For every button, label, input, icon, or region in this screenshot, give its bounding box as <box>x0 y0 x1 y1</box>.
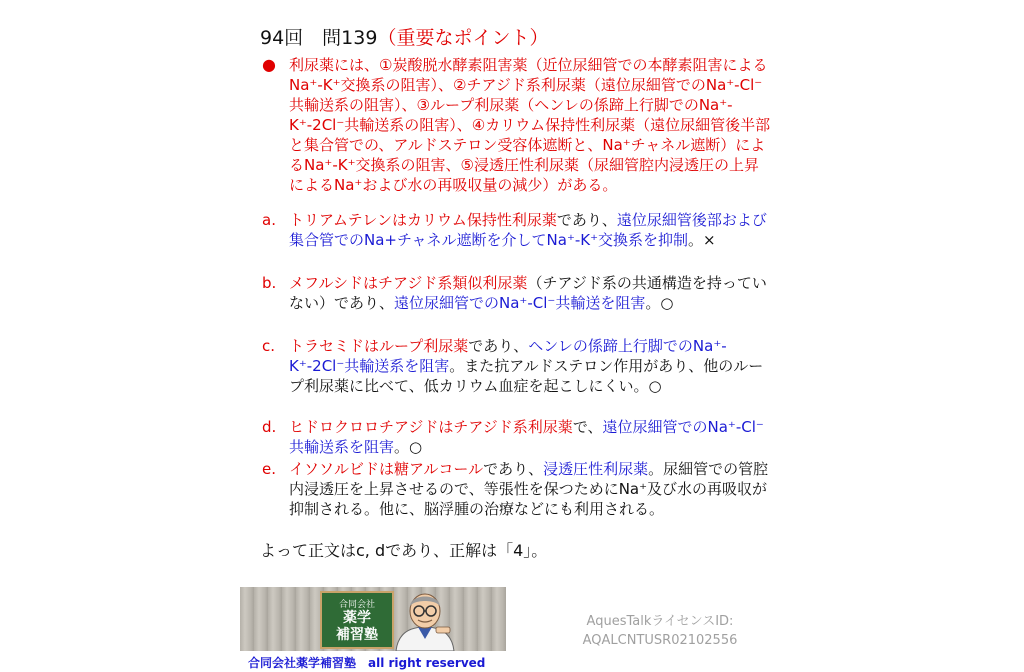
title-highlight: （重要なポイント） <box>377 27 549 49</box>
option-verdict: 。○ <box>645 294 674 312</box>
bullet-paragraph <box>262 55 772 195</box>
option-statement: イソソルビドは糖アルコール <box>289 460 484 478</box>
option-d <box>262 417 772 457</box>
option-explanation: ヘンレの係蹄上行脚でのNa⁺-K⁺-2Cl⁻共輸送系を阻害 <box>289 337 727 375</box>
board-name-line2: 補習塾 <box>336 627 378 643</box>
board-name-line1: 薬学 <box>343 610 371 626</box>
option-connector: （チアジド系の共通構造を持っていない）であり、 <box>289 274 767 312</box>
chalkboard <box>320 591 394 649</box>
option-connector: で、 <box>572 418 603 436</box>
bullet-text: 利尿薬には、①炭酸脱水酵素阻害薬（近位尿細管での本酵素阻害によるNa⁺-K⁺交換系の阻害）、②チアジド系利尿薬（遠位尿細管でのNa⁺-Cl⁻共輸送系の阻害）、③ループ利尿薬（ヘンレの係蹄上行脚でのNa⁺-K⁺-2Cl⁻共輸送系の阻害）、④カリウム保持性利尿薬（遠位尿細管後半部と集合管での、アルドステロン受容体遮断と、Na⁺チャネル遮断）によるNa⁺-K⁺交換系の阻害、⑤浸透圧性利尿薬（尿細管腔内浸透圧の上昇によるNa⁺および水の再吸収量の減少）がある。 <box>289 56 771 194</box>
option-explanation: 遠位尿細管でのNa⁺-Cl⁻共輸送を阻害 <box>394 294 646 312</box>
slide-title <box>260 23 548 50</box>
question-number: 94回 問139 <box>260 27 378 49</box>
option-verdict: 。また抗アルドステロン作用があり、他のループ利尿薬に比べて、低カリウム血症を起こしにくい。○ <box>289 357 764 395</box>
license-id: AQALCNTUSR02102556 <box>582 633 738 648</box>
license-label: AquesTalkライセンスID: <box>586 614 734 629</box>
company-logo <box>240 587 506 651</box>
option-statement: トラセミドはループ利尿薬 <box>289 337 469 355</box>
option-statement: トリアムテレンはカリウム保持性利尿薬 <box>289 211 557 229</box>
option-label: a. <box>262 211 276 229</box>
option-verdict: 。尿細管での管腔内浸透圧を上昇させるので、等張性を保つためにNa⁺及び水の再吸収が抑制される。他に、脳浮腫の治療などにも利用される。 <box>289 460 769 518</box>
conclusion-text: よって正文はc, dであり、正解は「4」。 <box>260 541 548 560</box>
license-info <box>560 612 760 650</box>
option-label: b. <box>262 274 277 292</box>
option-a <box>262 210 772 250</box>
option-label: c. <box>262 337 276 355</box>
option-explanation: 浸透圧性利尿薬 <box>543 460 649 478</box>
option-connector: であり、 <box>483 460 544 478</box>
teacher-illustration-icon <box>390 587 460 651</box>
option-explanation: 遠位尿細管後部および集合管でのNa+チャネル遮断を介してNa⁺-K⁺交換系を抑制 <box>289 211 767 249</box>
option-connector: であり、 <box>468 337 529 355</box>
option-c <box>262 336 772 396</box>
option-label: e. <box>262 460 276 478</box>
option-connector: であり、 <box>556 211 617 229</box>
option-verdict: 。○ <box>394 438 423 456</box>
option-b <box>262 273 772 313</box>
logo-caption: 合同会社薬学補習塾 all right reserved <box>248 656 486 670</box>
board-company-type: 合同会社 <box>338 600 375 610</box>
option-statement: ヒドロクロロチアジドはチアジド系利尿薬 <box>289 418 573 436</box>
option-e <box>262 459 772 519</box>
option-explanation: 遠位尿細管でのNa⁺-Cl⁻共輸送系を阻害 <box>289 418 764 456</box>
bullet-dot-icon: ● <box>262 55 276 74</box>
option-statement: メフルシドはチアジド系類似利尿薬 <box>289 274 528 292</box>
option-verdict: 。× <box>688 231 716 249</box>
option-label: d. <box>262 418 277 436</box>
